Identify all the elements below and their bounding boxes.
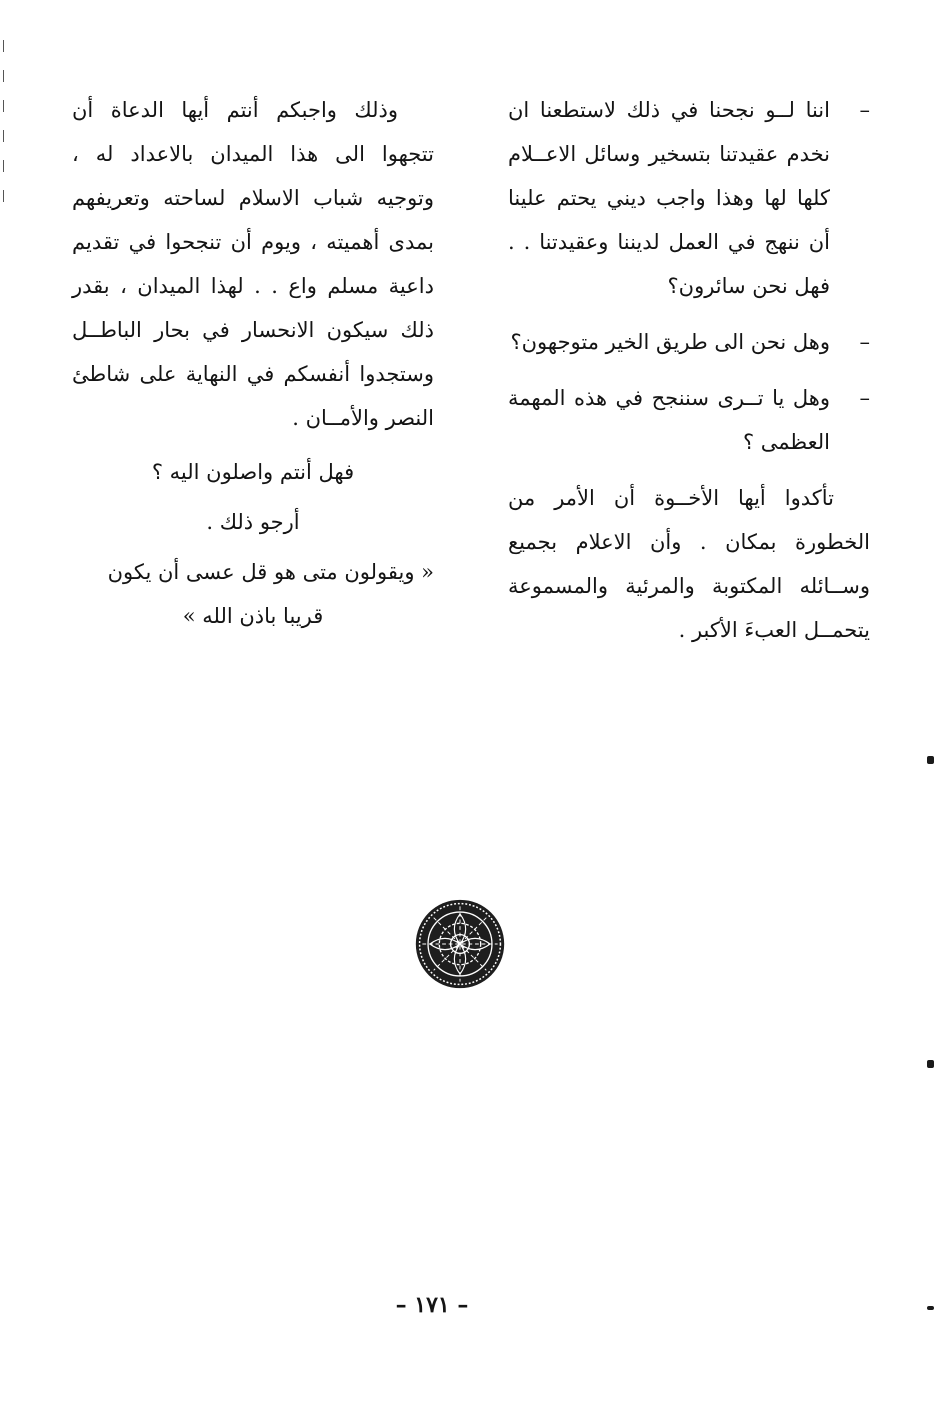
edge-tick <box>3 70 4 82</box>
list-item <box>508 88 870 308</box>
arabesque-medallion-icon <box>413 897 507 991</box>
dash-bullet: – <box>859 330 870 354</box>
edge-tick <box>3 130 4 142</box>
edge-tick <box>3 100 4 112</box>
right-column <box>508 88 870 662</box>
list-item <box>508 320 870 364</box>
edge-tick <box>3 40 4 52</box>
list-item-text: اننا لــو نجحنا في ذلك لاستطعنا ان نخدم عقيدتنا بتسخير وسائل الاعــلام كلها لها وهذا واجب ديني يحتم علينا أن ننهج في العمل لديننا وعقيدتنا . . فهل نحن سائرون؟ <box>508 98 830 298</box>
edge-mark <box>927 1306 934 1310</box>
dash-bullet: – <box>859 98 870 122</box>
main-paragraph: وذلك واجبكم أنتم أيها الدعاة أن تتجهوا الى هذا الميدان بالاعداد له ، وتوجيه شباب الاسلام لساحته وتعريفهم بمدى أهميته ، ويوم أن تنجحوا في تقديم داعية مسلم واع . . لهذا الميدان ، بقدر ذلك سيكون الانحسار في بحار الباطــل وستجدوا أنفسكم في النهاية على شاطئ النصر والأمــان . <box>72 98 434 430</box>
edge-tick <box>3 160 4 172</box>
closing-paragraph: تأكدوا أيها الأخــوة أن الأمر من الخطورة بمكان . وأن الاعلام بجميع وســائله المكتوبة والمرئية والمسموعة يتحمــل العبءَ الأكبر . <box>508 486 870 642</box>
page-number: – ١٧١ – <box>395 1292 469 1318</box>
list-item-text: وهل نحن الى طريق الخير متوجهون؟ <box>510 330 830 354</box>
quranic-quote: « ويقولون متى هو قل عسى أن يكون <box>107 560 434 584</box>
question-line: فهل أنتم واصلون اليه ؟ <box>151 460 355 484</box>
quranic-quote-end: قريبا باذن الله » <box>182 604 324 628</box>
edge-tick <box>3 190 4 202</box>
list-item <box>508 376 870 464</box>
hope-line: أرجو ذلك . <box>206 510 300 534</box>
edge-mark <box>927 756 934 764</box>
left-column <box>72 88 434 638</box>
edge-mark <box>927 1060 934 1068</box>
list-item-text: وهل يا تــرى سننجح في هذه المهمة العظمى ؟ <box>508 386 830 454</box>
dash-bullet: – <box>859 386 870 410</box>
